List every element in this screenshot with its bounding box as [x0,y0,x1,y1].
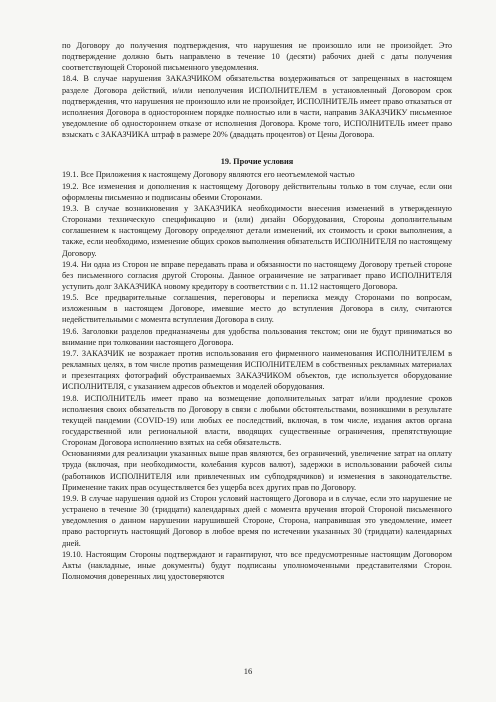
section-gap [62,140,452,156]
paragraph-19-7: 19.7. ЗАКАЗЧИК не возражает против использования его фирменного наименования ИСПОЛНИТЕЛЕМ в рекламных целях, в том числе против размещения ИСПОЛНИТЕЛЕМ в собственных рекламных материалах и презентациях фотографий обустраиваемых ЗАКАЗЧИКОМ объектов, где используется оборудование ИСПОЛНИТЕЛЯ, с указанием адресов объектов и моделей оборудования. [62,348,452,392]
section-title: 19. Прочие условия [220,157,294,167]
paragraph-19-10: 19.10. Настоящим Стороны подтверждают и гарантируют, что все предусмотренные настоящим Договором Акты (накладные, иные документы) будут подписаны уполномоченными представителями Сторон. Полномочия доверенных лиц удостоверяются [62,549,452,582]
paragraph-19-5: 19.5. Все предварительные соглашения, переговоры и переписка между Сторонами по вопросам, изложенным в настоящем Договоре, имевшие место до вступления Договора в силу, считаются недействительными с момента вступления Договора в силу. [62,293,452,325]
paragraph-19-9: 19.9. В случае нарушения одной из Сторон условий настоящего Договора и в случае, если это нарушение не устранено в течение 30 (тридцати) календарных дней с момента вручения второй Стороной письменного уведомления о данном нарушении нарушившей Стороне, Сторона, направившая это уведомление, имеет право расторгнуть настоящий Договор в любое время по истечении указанных 30 (тридцати) календарных дней. [62,493,452,548]
paragraph-19-2: 19.2. Все изменения и дополнения к настоящему Договору действительны только в том случае, если они оформлены письменно и подписаны обеими Сторонами. [62,181,452,202]
paragraph-19-8-bases: Основаниями для реализации указанных выше прав являются, без ограничений, увеличение затрат на оплату труда (включая, при необходимости, колебания курсов валют), задержки в использовании рабочей силы (работников ИСПОЛНИТЕЛЯ или привлеченных им субподрядчиков) и изменения в законодательстве. Применение таких прав осуществляется без ущерба всех других прав по Договору. [62,449,452,492]
page-number: 16 [243,666,253,676]
paragraph-continuation: по Договору до получения подтверждения, что нарушения не произошло или не произойдет. Это подтверждение должно быть направлено в течение 10 (десяти) рабочих дней с даты получения соответствующей Стороной письменного уведомления. [62,41,452,73]
paragraph-19-4: 19.4. Ни одна из Сторон не вправе передавать права и обязанности по настоящему Договору третьей стороне без письменного согласия другой Стороны. Данное ограничение не затрагивает право ИСПОЛНИТЕЛЯ уступить долг ЗАКАЗЧИКА новому кредитору в соответствии с п. 11.12 настоящего Договора. [62,259,452,291]
paragraph-18-4: 18.4. В случае нарушения ЗАКАЗЧИКОМ обязательства воздерживаться от запрещенных в настоящем разделе Договора действий, и/или неполучения ИСПОЛНИТЕЛЕМ в установленный Договором срок подтверждения, что нарушения не произошло или не произойдет, ИСПОЛНИТЕЛЬ имеет право отказаться от исполнения Договора в одностороннем порядке полностью или в части, направив ЗАКАЗЧИКУ письменное уведомление об одностороннем отказе от исполнения Договора. Кроме того, ИСПОЛНИТЕЛЬ имеет право взыскать с ЗАКАЗЧИКА штраф в размере 20% (двадцать процентов) от Цены Договора. [62,74,452,140]
paragraph-19-3: 19.3. В случае возникновения у ЗАКАЗЧИКА необходимости внесения изменений в утвержденную Сторонами техническую спецификацию и (или) дизайн Оборудования, Стороны дополнительным соглашением к настоящему Договору определяют детали изменений, их стоимость и сроки выполнения, а также, если необходимо, изменение общих сроков выполнения обязательств ИСПОЛНИТЕЛЯ по настоящему Договору. [62,203,452,258]
paragraph-19-6: 19.6. Заголовки разделов предназначены для удобства пользования текстом; они не будут приниматься во внимание при толковании настоящего Договора. [62,326,452,347]
paragraph-19-8: 19.8. ИСПОЛНИТЕЛЬ имеет право на возмещение дополнительных затрат и/или продление сроков исполнения своих обязательств по Договору в связи с любыми обстоятельствами, возникшими в результате текущей пандемии (COVID-19) или любых ее последствий, включая, в том числе, издания актов органа государственной или региональной власти, вводящих существенные ограничения, препятствующие Сторонам Договора исполнению взятых на себя обязательств. [62,393,452,448]
paragraph-19-1: 19.1. Все Приложения к настоящему Договору являются его неотъемлемой частью [62,170,355,180]
